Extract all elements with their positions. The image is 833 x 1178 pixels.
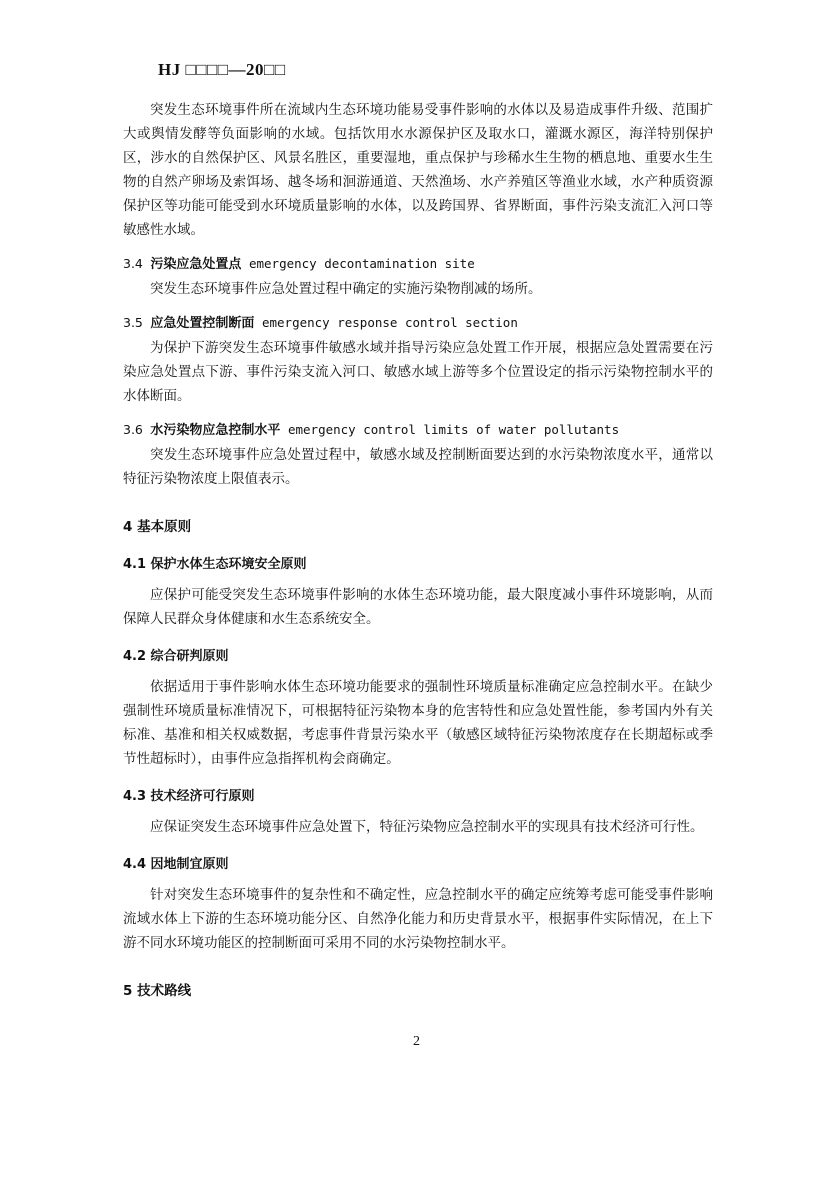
intro-paragraph: 突发生态环境事件所在流域内生态环境功能易受事件影响的水体以及易造成事件升级、范围扩大或舆情发酵等负面影响的水域。包括饮用水水源保护区及取水口，灌溉水源区，海洋特别保护区，涉水的自然保护区、风景名胜区，重要湿地，重点保护与珍稀水生生物的栖息地、重要水生生物的自然产卵场及索饵场、越冬场和洄游通道、天然渔场、水产养殖区等渔业水域，水产种质资源保护区等功能可能受到水环境质量影响的水体，以及跨国界、省界断面，事件污染支流汇入河口等敏感性水域。 [123,102,713,238]
term-number: 3.6 [123,422,143,437]
term-title-en: emergency decontamination site [248,256,475,271]
term-title-cn: 应急处置控制断面 [150,316,255,331]
term-title-cn: 水污染物应急控制水平 [150,423,281,438]
term-heading [123,418,713,443]
term-3-5 [123,311,713,408]
section-heading: 5 技术路线 [123,983,192,999]
term-heading [123,311,713,336]
section-heading: 4 基本原则 [123,519,192,535]
term-definition: 突发生态环境事件应急处置过程中确定的实施污染物削减的场所。 [150,281,542,297]
term-heading [123,252,713,277]
subsection-heading: 4.1 保护水体生态环境安全原则 [123,557,307,572]
subsection-text: 依据适用于事件影响水体生态环境功能要求的强制性环境质量标准确定应急控制水平。在缺少强制性环境质量标准情况下，可根据特征污染物本身的危害特性和应急处置性能，参考国内外有关标准、基准和相关权威数据，考虑事件背景污染水平（敏感区域特征污染物浓度存在长期超标或季节性超标时），由事件应急指挥机构会商确定。 [123,679,713,767]
term-3-4 [123,252,713,301]
standard-code-header: HJ □□□□—20□□ [158,60,286,79]
term-number: 3.4 [123,256,143,271]
term-title-en: emergency control limits of water pollutants [287,422,620,437]
term-number: 3.5 [123,315,143,330]
subsection-text: 应保护可能受突发生态环境事件影响的水体生态环境功能，最大限度减小事件环境影响，从而保障人民群众身体健康和水生态系统安全。 [123,587,713,627]
page-number: 2 [413,1034,420,1049]
term-title-cn: 污染应急处置点 [150,257,242,272]
subsection-heading: 4.2 综合研判原则 [123,649,229,664]
document-body [123,98,713,1003]
subsection-heading: 4.3 技术经济可行原则 [123,789,255,804]
term-definition: 为保护下游突发生态环境事件敏感水域并指导污染应急处置工作开展，根据应急处置需要在污染应急处置点下游、事件污染支流入河口、敏感水域上游等多个位置设定的指示污染物控制水平的水体断面。 [123,340,713,404]
subsection-text: 针对突发生态环境事件的复杂性和不确定性，应急控制水平的确定应统筹考虑可能受事件影响流域水体上下游的生态环境功能分区、自然净化能力和历史背景水平，根据事件实际情况，在上下游不同水环境功能区的控制断面可采用不同的水污染物控制水平。 [123,887,713,951]
term-definition: 突发生态环境事件应急处置过程中，敏感水域及控制断面要达到的水污染物浓度水平，通常以特征污染物浓度上限值表示。 [123,447,713,487]
term-title-en: emergency response control section [261,315,518,330]
subsection-text: 应保证突发生态环境事件应急处置下，特征污染物应急控制水平的实现具有技术经济可行性。 [150,819,704,835]
term-3-6 [123,418,713,491]
subsection-heading: 4.4 因地制宜原则 [123,857,229,872]
